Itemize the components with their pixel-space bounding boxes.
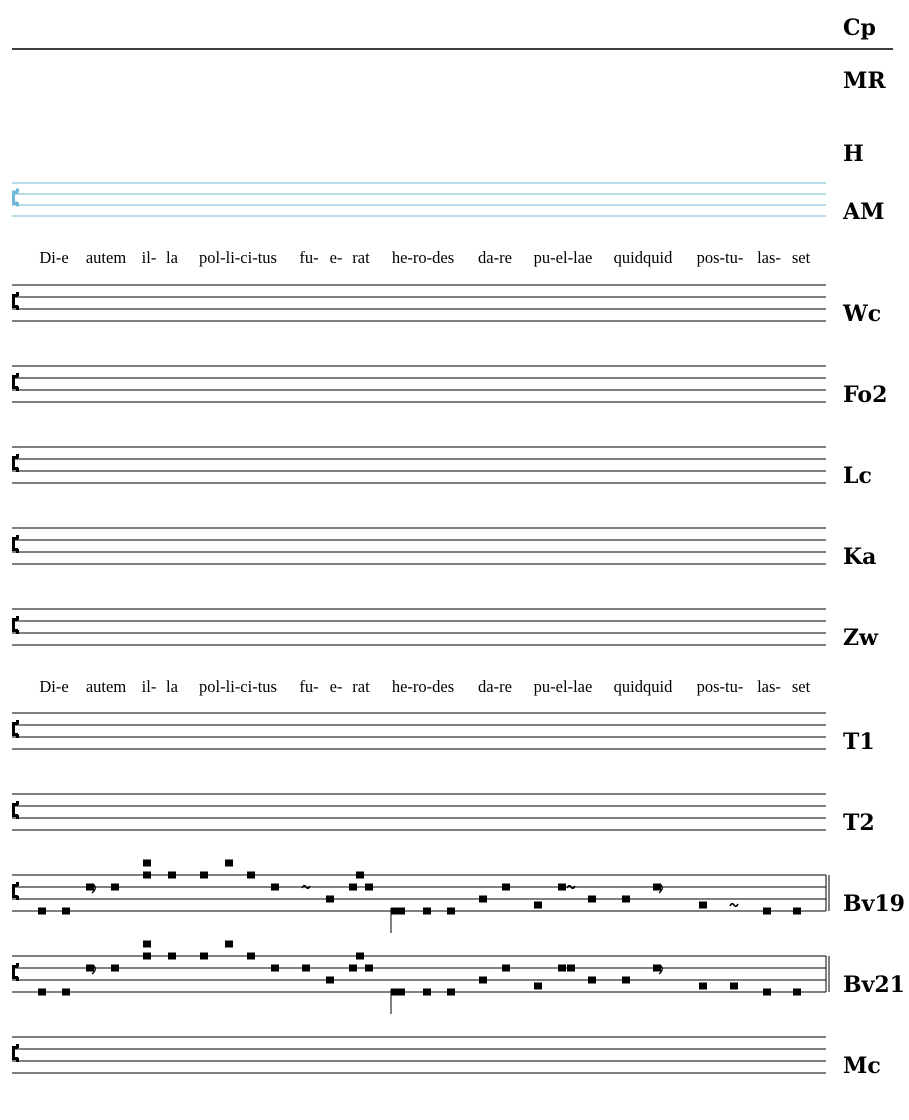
c-clef-icon <box>16 203 19 207</box>
neume-note <box>622 977 630 984</box>
c-clef-icon <box>12 294 18 308</box>
neume-note <box>326 977 334 984</box>
label-ka: Ka <box>843 544 877 570</box>
label-lc: Lc <box>843 463 872 489</box>
neume-note <box>143 860 151 867</box>
neume-note <box>111 965 119 972</box>
c-clef-icon <box>16 468 19 472</box>
lyric-syllable: Di-e <box>39 677 69 696</box>
lyric-syllable: la <box>166 248 178 267</box>
neume-note <box>479 977 487 984</box>
neume-note <box>763 908 771 915</box>
label-mr: MR <box>843 68 886 94</box>
neume-note <box>763 989 771 996</box>
c-clef-icon <box>16 882 19 886</box>
neume-note <box>534 983 542 990</box>
c-clef-icon <box>12 722 18 736</box>
lyric-syllable: il- <box>141 248 157 267</box>
c-clef-icon <box>16 454 19 458</box>
neume-note <box>397 989 405 996</box>
neume-note <box>447 908 455 915</box>
lyric-syllable: il- <box>141 677 157 696</box>
neume-note <box>271 965 279 972</box>
c-clef-icon <box>16 896 19 900</box>
neume-note <box>588 977 596 984</box>
c-clef-icon <box>16 387 19 391</box>
lyric-syllable: e- <box>329 248 343 267</box>
c-clef-icon <box>12 191 18 205</box>
lyric-syllable: he-ro-des <box>391 248 455 267</box>
neume-note <box>271 884 279 891</box>
neume-note <box>365 965 373 972</box>
neume-note <box>143 941 151 948</box>
lyric-syllable: set <box>791 248 811 267</box>
c-clef-icon <box>16 977 19 981</box>
c-clef-icon <box>16 306 19 310</box>
neume-note <box>225 860 233 867</box>
neume-note <box>38 908 46 915</box>
lyric-syllable: autem <box>85 248 127 267</box>
label-h: H <box>843 141 864 167</box>
lyric-syllable: he-ro-des <box>391 677 455 696</box>
lyric-syllable: pol-li-ci-tus <box>199 677 277 696</box>
neume-note <box>168 953 176 960</box>
lyrics-line-1 <box>0 248 909 270</box>
lyric-syllable: pos-tu- <box>696 248 744 267</box>
c-clef-icon <box>16 189 19 193</box>
lyric-syllable: pos-tu- <box>696 677 744 696</box>
lyric-syllable: da-re <box>478 248 512 267</box>
c-clef-icon <box>16 1044 19 1048</box>
c-clef-icon <box>16 373 19 377</box>
lyric-syllable: rat <box>352 677 370 696</box>
neume-note <box>200 872 208 879</box>
lyric-syllable: pu-el-lae <box>533 248 593 267</box>
neume-note <box>62 908 70 915</box>
label-wc: Wc <box>843 301 882 327</box>
lyrics-line-2 <box>0 677 909 699</box>
c-clef-icon <box>16 616 19 620</box>
neume-note <box>699 902 707 909</box>
label-mc: Mc <box>843 1053 881 1079</box>
neume-note <box>326 896 334 903</box>
neume-quilisma <box>567 886 575 889</box>
c-clef-icon <box>16 801 19 805</box>
neume-note <box>247 872 255 879</box>
neume-note <box>699 983 707 990</box>
neume-note <box>247 953 255 960</box>
neume-quilisma <box>302 886 310 889</box>
neume-quilisma <box>730 904 738 907</box>
neume-note <box>225 941 233 948</box>
neume-note <box>200 953 208 960</box>
label-fo2: Fo2 <box>843 382 888 408</box>
neume-note <box>479 896 487 903</box>
neume-note <box>558 884 566 891</box>
c-clef-icon <box>12 884 18 898</box>
neume-note <box>143 872 151 879</box>
c-clef-icon <box>16 292 19 296</box>
c-clef-icon <box>16 815 19 819</box>
label-bv19: Bv19 <box>843 891 905 917</box>
label-t1: T1 <box>843 729 875 755</box>
lyric-syllable: quidquid <box>613 248 673 267</box>
neume-note <box>423 908 431 915</box>
c-clef-icon <box>12 803 18 817</box>
neume-note <box>588 896 596 903</box>
neume-note <box>168 872 176 879</box>
neume-note <box>356 953 364 960</box>
label-t2: T2 <box>843 810 875 836</box>
lyric-syllable: da-re <box>478 677 512 696</box>
lyric-syllable: las- <box>757 248 781 267</box>
neume-note <box>397 908 405 915</box>
neume-note <box>502 884 510 891</box>
label-am: AM <box>843 199 885 225</box>
c-clef-icon <box>12 537 18 551</box>
neume-note <box>111 884 119 891</box>
lyric-syllable: set <box>791 677 811 696</box>
neume-note <box>349 884 357 891</box>
neume-note <box>793 989 801 996</box>
lyric-syllable: rat <box>352 248 370 267</box>
lyric-syllable: Di-e <box>39 248 69 267</box>
label-bv21: Bv21 <box>843 972 905 998</box>
label-zw: Zw <box>843 625 878 651</box>
c-clef-icon <box>16 535 19 539</box>
c-clef-icon <box>12 1046 18 1060</box>
neume-note <box>143 953 151 960</box>
neume-note <box>62 989 70 996</box>
lyric-syllable: autem <box>85 677 127 696</box>
c-clef-icon <box>12 618 18 632</box>
lyric-syllable: las- <box>757 677 781 696</box>
neume-note <box>447 989 455 996</box>
c-clef-icon <box>16 549 19 553</box>
neume-note <box>365 884 373 891</box>
neume-note <box>356 872 364 879</box>
c-clef-icon <box>12 456 18 470</box>
neume-note <box>502 965 510 972</box>
c-clef-icon <box>12 965 18 979</box>
neume-note <box>793 908 801 915</box>
c-clef-icon <box>16 720 19 724</box>
lyric-syllable: la <box>166 677 178 696</box>
neume-note <box>423 989 431 996</box>
neume-note <box>302 965 310 972</box>
neume-note <box>622 896 630 903</box>
label-cp: Cp <box>843 15 876 41</box>
neume-note <box>534 902 542 909</box>
neume-note <box>349 965 357 972</box>
neume-note <box>730 983 738 990</box>
lyric-syllable: quidquid <box>613 677 673 696</box>
c-clef-icon <box>16 1058 19 1062</box>
neume-note <box>567 965 575 972</box>
c-clef-icon <box>16 734 19 738</box>
lyric-syllable: fu- <box>299 248 319 267</box>
c-clef-icon <box>16 963 19 967</box>
lyric-syllable: pu-el-lae <box>533 677 593 696</box>
c-clef-icon <box>16 630 19 634</box>
neume-note <box>558 965 566 972</box>
c-clef-icon <box>12 375 18 389</box>
lyric-syllable: e- <box>329 677 343 696</box>
lyric-syllable: pol-li-ci-tus <box>199 248 277 267</box>
lyric-syllable: fu- <box>299 677 319 696</box>
neume-note <box>38 989 46 996</box>
